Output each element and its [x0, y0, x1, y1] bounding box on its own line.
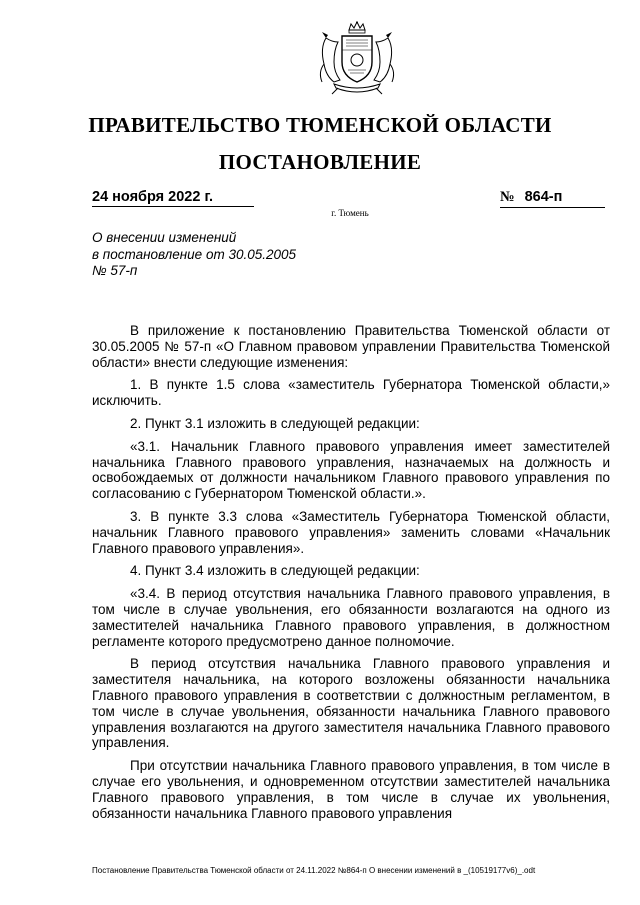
number-sign: № [500, 189, 515, 205]
body-paragraph: 2. Пункт 3.1 изложить в следующей редакции: [130, 415, 420, 431]
city-name: г. Тюмень [331, 208, 369, 218]
document-date: 24 ноября 2022 г. [92, 189, 254, 207]
body-paragraph: В период отсутствия начальника Главного правового управления и заместителя начальника, на которого возложены обязанности начальника Главного правового управления в соответствии с должностным регламентом, в том числе в случае увольнения, обязанности начальника Главного правового управления возлагаются на другого заместителя начальника Главного правового управления. [92, 656, 610, 751]
subject-line: № 57-п [92, 263, 138, 278]
document-body [92, 323, 610, 828]
body-paragraph: 3. В пункте 3.3 слова «Заместитель Губернатора Тюменской области, начальник Главного правового управления» заменить словами «Начальник Главного правового управления». [92, 508, 610, 556]
body-paragraph: 1. В пункте 1.5 слова «заместитель Губернатора Тюменской области,» исключить. [92, 377, 610, 409]
coat-of-arms-emblem [312, 20, 402, 98]
subject-line: О внесении изменений [92, 230, 237, 245]
document-number: 864-п [524, 189, 563, 205]
document-type-title: ПОСТАНОВЛЕНИЕ [218, 150, 422, 174]
body-paragraph: При отсутствии начальника Главного правового управления, в том числе в случае его увольнения, и одновременном отсутствии заместителей начальника Главного правового управления, в том числе в случае их увольнения, обязанности начальника Главного правового управления [92, 758, 610, 821]
document-subject [92, 230, 296, 280]
document-number-field [500, 189, 605, 208]
page-footer: Постановление Правительства Тюменской области от 24.11.2022 №864-п О внесении изменений в _(10519177v6)_.odt [92, 866, 536, 875]
body-paragraph: В приложение к постановлению Правительства Тюменской области от 30.05.2005 № 57-п «О Главном правовом управлении Правительства Тюменской области» внести следующие изменения: [92, 323, 610, 370]
body-paragraph: «3.1. Начальник Главного правового управления имеет заместителей начальника Главного правового управления, назначаемых на должность и освобождаемых от должности начальником Главного правового управления по согласованию с Губернатором Тюменской области.». [92, 438, 610, 502]
subject-line: в постановление от 30.05.2005 [92, 246, 297, 262]
body-paragraph: 4. Пункт 3.4 изложить в следующей редакции: [130, 563, 420, 579]
body-paragraph: «3.4. В период отсутствия начальника Главного правового управления, в том числе в случае увольнения, его обязанности возлагаются на одного из заместителей начальника Главного правового управления, в должностном регламенте которого предусмотрено данное полномочие. [92, 586, 610, 649]
government-title: ПРАВИТЕЛЬСТВО ТЮМЕНСКОЙ ОБЛАСТИ [88, 113, 552, 137]
